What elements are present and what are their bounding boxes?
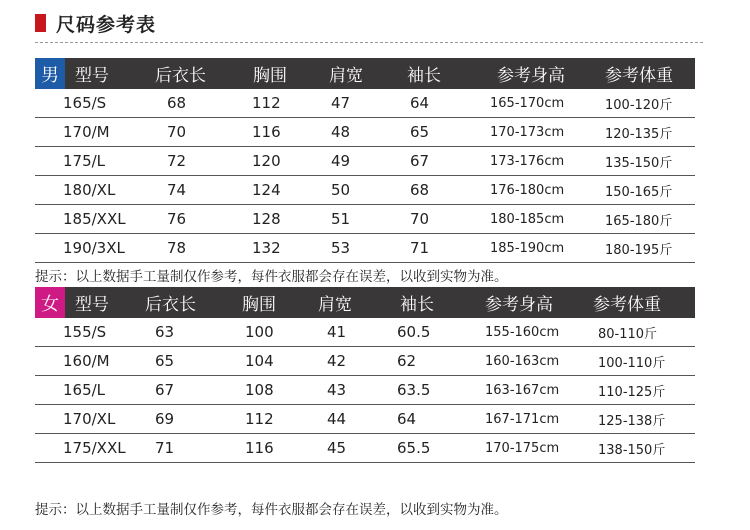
cell-size: 170/M [63,123,110,141]
note-female: 提示：以上数据手工量制仅作参考，每件衣服都会存在误差，以收到实物为准。 [35,502,508,518]
gender-badge-male: 男 [35,58,65,89]
cell-weight: 135-150斤 [605,155,673,171]
col-header-sleeve: 袖长 [407,66,441,86]
cell-chest: 112 [245,410,274,428]
cell-shoulder: 43 [327,381,347,399]
cell-size: 160/M [63,352,110,370]
cell-shoulder: 53 [331,239,351,257]
table-row [35,347,695,376]
cell-weight: 100-120斤 [605,97,673,113]
cell-back-length: 70 [167,123,187,141]
cell-size: 175/L [63,152,106,170]
male-size-table [35,58,695,263]
col-header-back-length: 后衣长 [145,295,196,315]
cell-weight: 138-150斤 [598,442,666,458]
cell-back-length: 71 [155,439,175,457]
cell-height: 160-163cm [485,353,560,369]
cell-chest: 104 [245,352,274,370]
cell-back-length: 74 [167,181,187,199]
cell-shoulder: 44 [327,410,347,428]
cell-size: 185/XXL [63,210,126,228]
cell-sleeve: 71 [410,239,430,257]
note-male: 提示：以上数据手工量制仅作参考，每件衣服都会存在误差，以收到实物为准。 [35,269,508,285]
cell-weight: 165-180斤 [605,213,673,229]
col-header-chest: 胸围 [242,295,276,315]
col-header-height: 参考身高 [497,66,565,86]
table-row [35,405,695,434]
cell-weight: 120-135斤 [605,126,673,142]
cell-sleeve: 64 [397,410,417,428]
cell-chest: 120 [252,152,281,170]
cell-back-length: 76 [167,210,187,228]
cell-chest: 128 [252,210,281,228]
table-header-row [35,287,695,318]
cell-height: 170-173cm [490,124,565,140]
cell-chest: 112 [252,94,281,112]
cell-height: 167-171cm [485,411,560,427]
cell-shoulder: 45 [327,439,347,457]
cell-height: 180-185cm [490,211,565,227]
cell-chest: 108 [245,381,274,399]
cell-back-length: 63 [155,323,175,341]
table-row [35,89,695,118]
cell-size: 175/XXL [63,439,126,457]
title-marker [35,14,46,32]
cell-weight: 80-110斤 [598,326,658,342]
cell-size: 170/XL [63,410,116,428]
cell-chest: 116 [245,439,274,457]
col-header-back-length: 后衣长 [155,66,206,86]
cell-sleeve: 62 [397,352,417,370]
col-header-sleeve: 袖长 [400,295,434,315]
table-row [35,376,695,405]
cell-back-length: 78 [167,239,187,257]
table-row [35,147,695,176]
col-header-shoulder: 肩宽 [329,66,363,86]
col-header-model: 型号 [75,295,109,315]
cell-shoulder: 42 [327,352,347,370]
cell-sleeve: 63.5 [397,381,431,399]
cell-size: 180/XL [63,181,116,199]
table-row [35,234,695,263]
cell-shoulder: 50 [331,181,351,199]
cell-weight: 150-165斤 [605,184,673,200]
cell-height: 170-175cm [485,440,560,456]
cell-size: 190/3XL [63,239,125,257]
page-title: 尺码参考表 [56,13,157,36]
cell-back-length: 69 [155,410,175,428]
table-header-row [35,58,695,89]
table-row [35,176,695,205]
col-header-shoulder: 肩宽 [318,295,352,315]
cell-sleeve: 60.5 [397,323,431,341]
cell-back-length: 65 [155,352,175,370]
cell-size: 165/S [63,94,107,112]
cell-chest: 100 [245,323,274,341]
cell-sleeve: 65.5 [397,439,431,457]
col-header-height: 参考身高 [485,295,553,315]
cell-sleeve: 64 [410,94,430,112]
female-size-table [35,287,695,463]
cell-sleeve: 70 [410,210,430,228]
cell-sleeve: 68 [410,181,430,199]
cell-height: 176-180cm [490,182,565,198]
cell-height: 155-160cm [485,324,560,340]
cell-height: 173-176cm [490,153,565,169]
cell-back-length: 68 [167,94,187,112]
cell-weight: 110-125斤 [598,384,666,400]
table-row [35,205,695,234]
cell-shoulder: 48 [331,123,351,141]
section-header [35,10,156,36]
col-header-weight: 参考体重 [593,295,661,315]
cell-size: 165/L [63,381,106,399]
cell-back-length: 67 [155,381,175,399]
cell-size: 155/S [63,323,107,341]
cell-chest: 132 [252,239,281,257]
cell-shoulder: 47 [331,94,351,112]
table-row [35,434,695,463]
divider [35,42,703,43]
cell-chest: 124 [252,181,281,199]
gender-badge-female: 女 [35,287,65,318]
cell-height: 185-190cm [490,240,565,256]
cell-weight: 180-195斤 [605,242,673,258]
cell-shoulder: 51 [331,210,351,228]
cell-weight: 125-138斤 [598,413,666,429]
col-header-model: 型号 [75,66,109,86]
table-row [35,118,695,147]
cell-sleeve: 67 [410,152,430,170]
cell-height: 165-170cm [490,95,565,111]
cell-shoulder: 49 [331,152,351,170]
col-header-weight: 参考体重 [605,66,673,86]
cell-shoulder: 41 [327,323,347,341]
cell-height: 163-167cm [485,382,560,398]
cell-back-length: 72 [167,152,187,170]
cell-weight: 100-110斤 [598,355,666,371]
cell-sleeve: 65 [410,123,430,141]
cell-chest: 116 [252,123,281,141]
table-row [35,318,695,347]
col-header-chest: 胸围 [253,66,287,86]
